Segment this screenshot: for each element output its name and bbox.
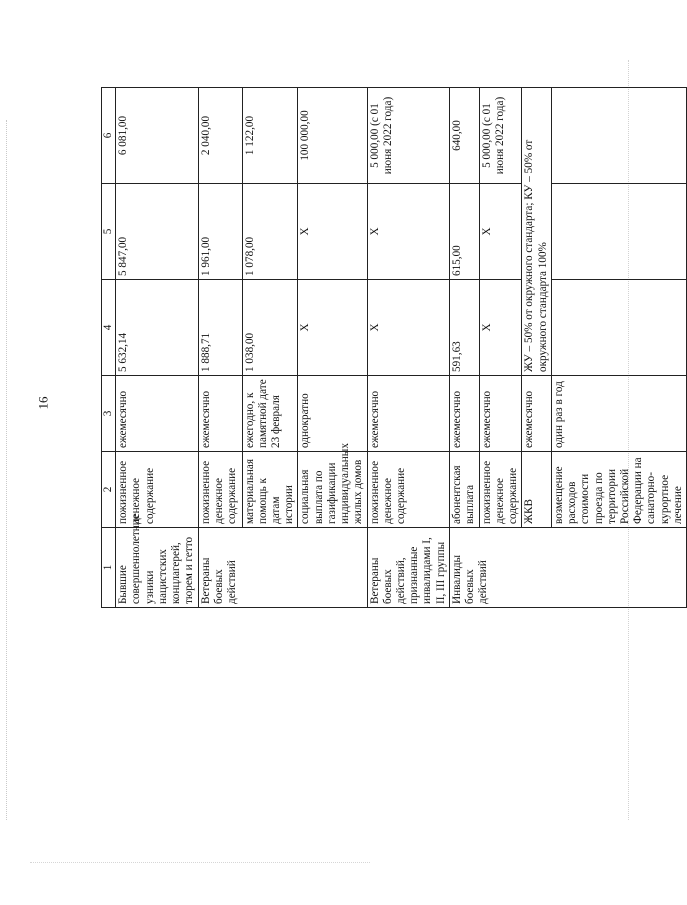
value-col5-cell: 615,00 [449, 184, 479, 280]
payment-type-cell: социальная выплата по газификации индивидуальных жилых домов [298, 452, 367, 528]
housing-utility-note-cell: ЖУ – 50% от окружного стандарта; КУ – 50% от окружного стандарта 100% [522, 88, 551, 376]
value-col4-cell: Х [367, 280, 449, 376]
rotated-document-page [101, 88, 684, 608]
value-col4-cell: Х [479, 280, 522, 376]
frequency-cell: ежемесячно [367, 376, 449, 452]
category-cell: Ветераны боевых действий [198, 528, 367, 608]
frequency-cell: ежегодно, к памятной дате 23 февраля [242, 376, 298, 452]
value-col5-cell [551, 184, 686, 280]
payment-type-cell: материальная помощь к датам истории [242, 452, 298, 528]
value-col6-cell: 2 040,00 [198, 88, 242, 184]
payment-type-cell: пожизненное денежное содержание [198, 452, 242, 528]
category-cell: Бывшие совершеннолетние узники нацистских концлагерей, тюрем и гетто [116, 528, 198, 608]
payment-type-cell: пожизненное денежное содержание [367, 452, 449, 528]
value-col4-cell: 1 038,00 [242, 280, 298, 376]
benefits-table [101, 87, 687, 608]
value-col4-cell [551, 280, 686, 376]
value-col5-cell: Х [367, 184, 449, 280]
scan-edge-left [6, 120, 8, 820]
value-col6-cell: 100 000,00 [298, 88, 367, 184]
frequency-cell: ежемесячно [479, 376, 522, 452]
header-cell: 2 [102, 452, 116, 528]
value-col6-cell: 640,00 [449, 88, 479, 184]
value-col4-cell: 591,63 [449, 280, 479, 376]
value-col5-cell: Х [479, 184, 522, 280]
payment-type-cell: пожизненное денежное содержание [116, 452, 198, 528]
value-col5-cell: 1 961,00 [198, 184, 242, 280]
value-col6-cell: 5 000,00 (с 01 июня 2022 года) [367, 88, 449, 184]
payment-type-cell: пожизненное денежное содержание [479, 452, 522, 528]
value-col4-cell: Х [298, 280, 367, 376]
header-cell: 3 [102, 376, 116, 452]
header-cell: 4 [102, 280, 116, 376]
table-row [198, 88, 242, 608]
table-row [116, 88, 198, 608]
frequency-cell: однократно [298, 376, 367, 452]
page-number: 16 [35, 396, 51, 410]
value-col6-cell [551, 88, 686, 184]
scan-edge-bottom [30, 862, 370, 864]
table-row [367, 88, 449, 608]
frequency-cell: один раз в год [551, 376, 686, 452]
value-col6-cell: 5 000,00 (с 01 июня 2022 года) [479, 88, 522, 184]
table-header-row [102, 88, 116, 608]
category-cell: Ветераны боевых действий, признанные инвалидами I, II, III группы [367, 528, 449, 608]
table-row [449, 88, 479, 608]
value-col5-cell: 5 847,00 [116, 184, 198, 280]
value-col5-cell: Х [298, 184, 367, 280]
header-cell: 1 [102, 528, 116, 608]
frequency-cell: ежемесячно [116, 376, 198, 452]
value-col6-cell: 6 081,00 [116, 88, 198, 184]
frequency-cell: ежемесячно [522, 376, 551, 452]
header-cell: 6 [102, 88, 116, 184]
frequency-cell: ежемесячно [449, 376, 479, 452]
header-cell: 5 [102, 184, 116, 280]
value-col6-cell: 1 122,00 [242, 88, 298, 184]
payment-type-cell: ЖКВ [522, 452, 551, 528]
value-col4-cell: 1 888,71 [198, 280, 242, 376]
frequency-cell: ежемесячно [198, 376, 242, 452]
value-col5-cell: 1 078,00 [242, 184, 298, 280]
category-cell: Инвалиды боевых действий [449, 528, 686, 608]
value-col4-cell: 5 632,14 [116, 280, 198, 376]
payment-type-cell: абонентская выплата [449, 452, 479, 528]
payment-type-cell: возмещение расходов стоимости проезда по территории Российской Федерации на санаторно-курортное лечение [551, 452, 686, 528]
